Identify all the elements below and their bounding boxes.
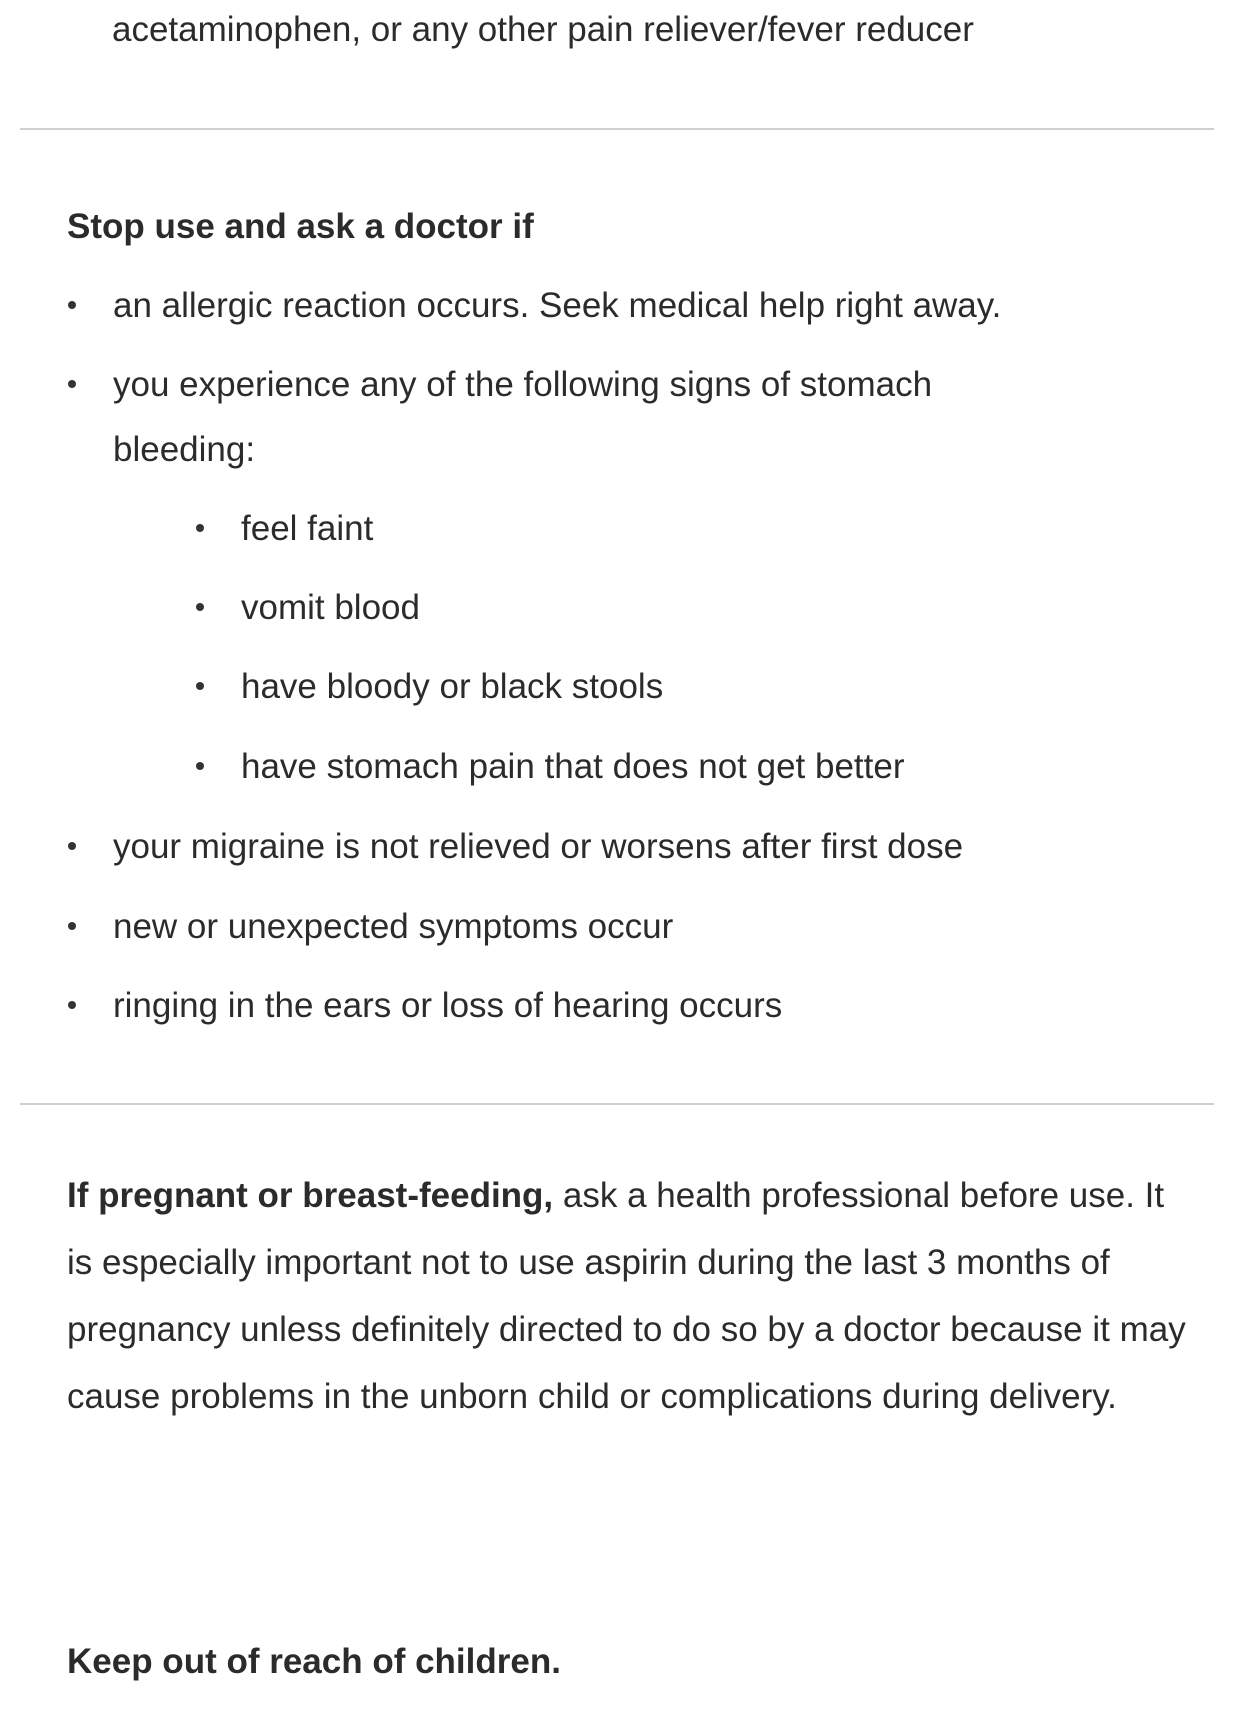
sub-list-item: have bloody or black stools [241, 667, 664, 706]
bullet-icon [68, 301, 76, 309]
pregnancy-warning-paragraph [67, 1162, 1187, 1430]
list-item-continuation: bleeding: [113, 430, 256, 469]
bullet-icon [196, 762, 204, 770]
continued-warning-text: acetaminophen, or any other pain reliever/fever reducer [112, 10, 974, 49]
bullet-icon [68, 380, 76, 388]
sub-list-item: have stomach pain that does not get better [241, 747, 905, 786]
keep-away-from-children-warning: Keep out of reach of children. [67, 1642, 561, 1681]
list-item: ringing in the ears or loss of hearing occurs [113, 986, 783, 1025]
section-divider [20, 1103, 1214, 1105]
bullet-icon [68, 922, 76, 930]
stop-use-heading: Stop use and ask a doctor if [67, 207, 534, 246]
list-item: new or unexpected symptoms occur [113, 907, 674, 946]
bullet-icon [68, 842, 76, 850]
bullet-icon [68, 1001, 76, 1009]
list-item: you experience any of the following signs of stomach [113, 365, 933, 404]
pregnancy-warning-body: ask a health professional before use. It is especially important not to use aspirin during the last 3 months of pregnancy unless definitely directed to do so by a doctor because it may cause problems in the unborn child or complications during delivery. [67, 1176, 1186, 1416]
sub-list-item: feel faint [241, 509, 374, 548]
bullet-icon [196, 682, 204, 690]
list-item: an allergic reaction occurs. Seek medical help right away. [113, 286, 1002, 325]
bullet-icon [196, 524, 204, 532]
bullet-icon [196, 603, 204, 611]
pregnancy-warning-lead: If pregnant or breast-feeding, [67, 1176, 554, 1215]
section-divider [20, 128, 1214, 130]
sub-list-item: vomit blood [241, 588, 420, 627]
list-item: your migraine is not relieved or worsens after first dose [113, 827, 964, 866]
